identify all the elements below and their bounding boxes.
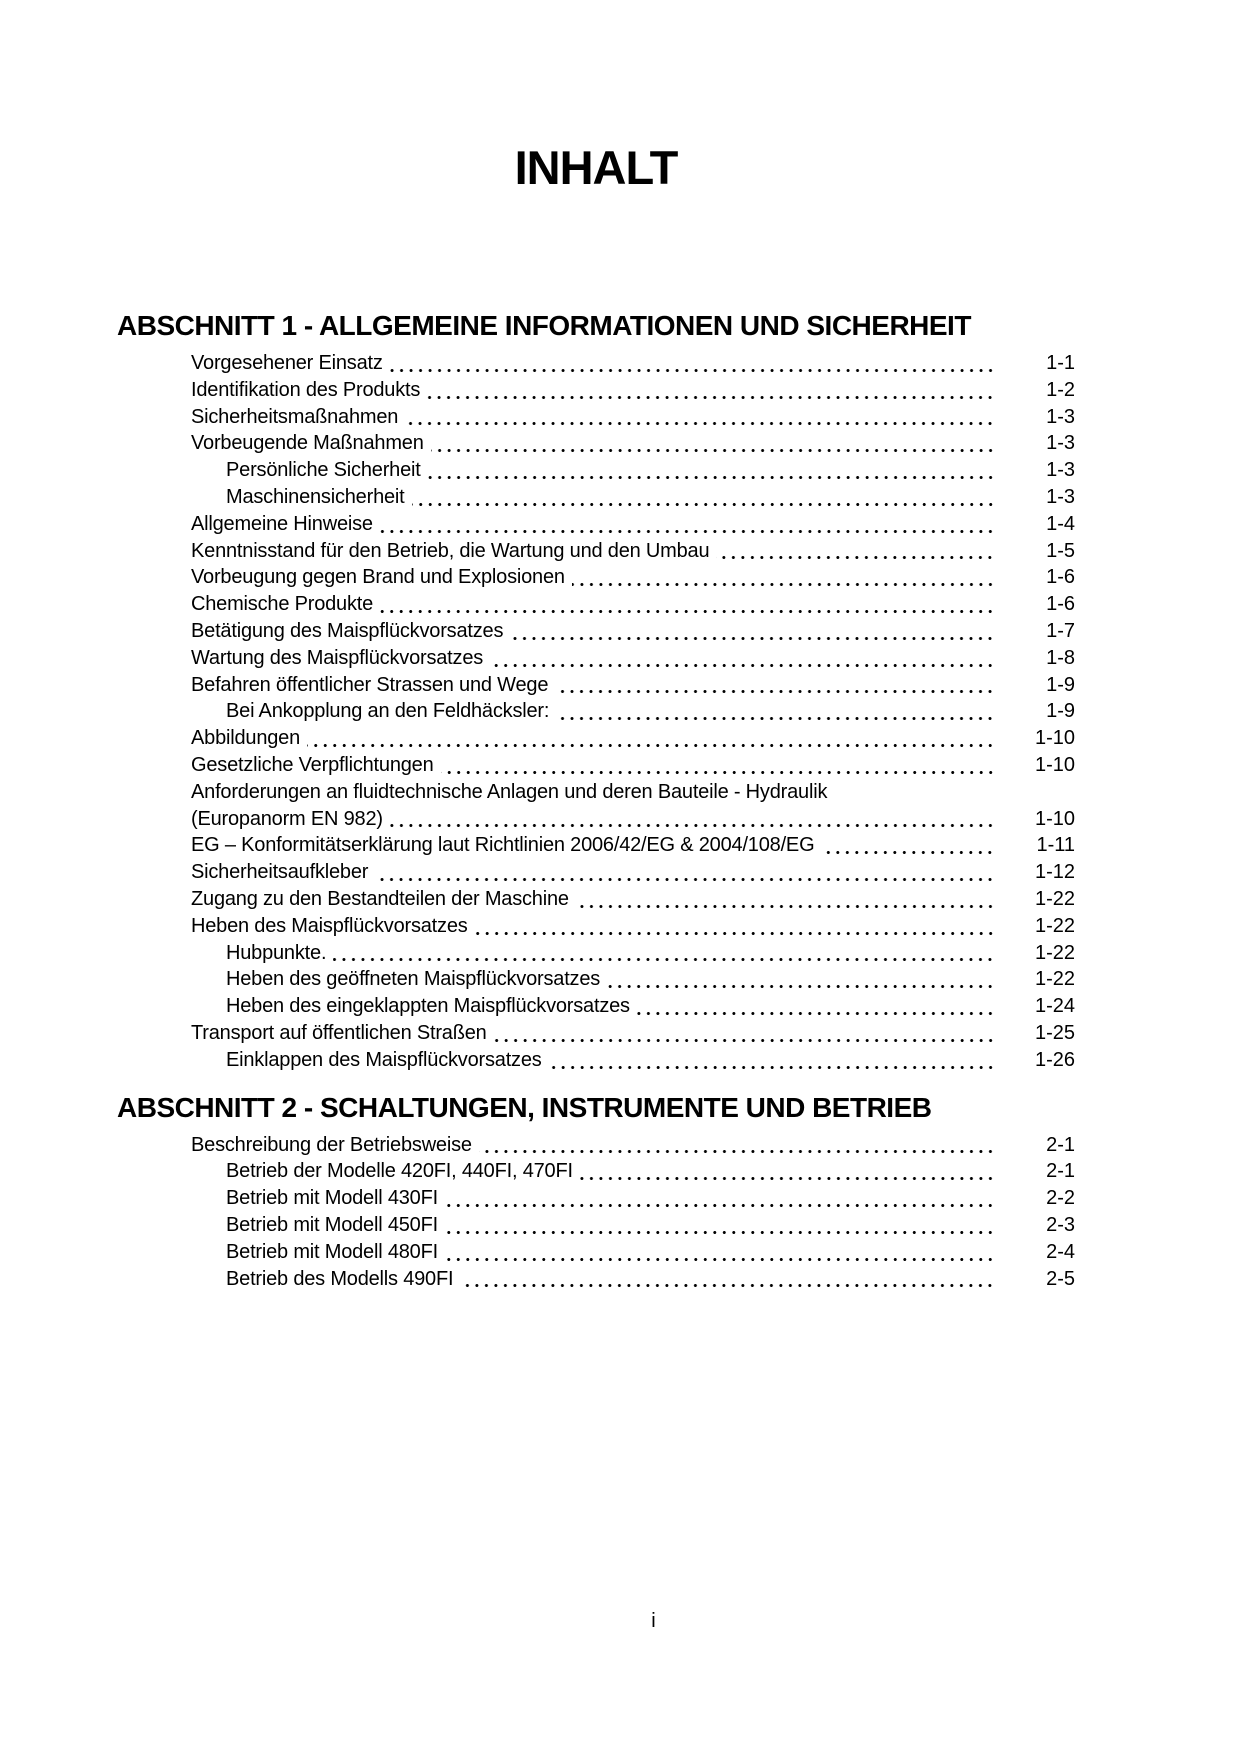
toc-entry [117, 698, 1075, 725]
toc-entry-label: Betrieb der Modelle 420FI, 440FI, 470FI [226, 1160, 573, 1183]
toc-entry-page: 2-2 [1046, 1187, 1075, 1210]
toc-entry [117, 966, 1075, 993]
toc-entry-page: 1-2 [1046, 378, 1075, 401]
dot-leader [490, 664, 995, 667]
toc-entry [117, 564, 1075, 591]
dot-leader [576, 905, 995, 908]
toc-entry [117, 1047, 1075, 1074]
toc-entry-label: Betätigung des Maispflückvorsatzes [191, 619, 504, 642]
toc-entry-label: Maschinensicherheit [226, 485, 405, 508]
toc-entry-page: 1-6 [1046, 566, 1075, 589]
toc-entry [117, 940, 1075, 967]
toc-entry [117, 430, 1075, 457]
toc-entry [117, 672, 1075, 699]
dot-leader [821, 851, 995, 854]
dot-leader [375, 878, 995, 881]
toc-entry [117, 457, 1075, 484]
toc-entry-page: 1-22 [1034, 887, 1075, 910]
dot-leader [427, 396, 995, 399]
toc-entry-page: 1-1 [1046, 352, 1075, 374]
toc-entry-label: Chemische Produkte [191, 593, 374, 616]
toc-entry [117, 913, 1075, 940]
toc-entry-label: Beschreibung der Betriebsweise [191, 1133, 472, 1156]
dot-leader [479, 1150, 995, 1153]
toc-entry [117, 806, 1075, 833]
toc-entry-label: Heben des Maispflückvorsatzes [191, 914, 468, 937]
toc-entry-page: 1-7 [1046, 619, 1075, 642]
dot-leader [572, 583, 995, 586]
dot-leader [441, 771, 995, 774]
toc-entry-page: 1-4 [1046, 512, 1075, 535]
dot-leader [494, 1039, 995, 1042]
toc-entry [117, 1212, 1075, 1239]
toc-entry-page: 1-10 [1034, 727, 1075, 750]
toc-entry-label: Anforderungen an fluidtechnische Anlagen und deren Bauteile - Hydraulik [191, 780, 828, 803]
toc-entry [117, 645, 1075, 672]
toc-entry-page: 1-3 [1046, 459, 1075, 482]
dot-leader [510, 637, 995, 640]
toc-entry [117, 377, 1075, 404]
dot-leader [333, 958, 995, 961]
toc-entry-page: 1-10 [1034, 807, 1075, 830]
dot-leader [390, 824, 995, 827]
toc-entry-label: Gesetzliche Verpflichtungen [191, 753, 434, 776]
toc-entry-page: 1-22 [1034, 914, 1075, 937]
toc-entry-label: Einklappen des Maispflückvorsatzes [226, 1048, 542, 1071]
dot-leader [445, 1231, 995, 1234]
dot-leader [431, 449, 995, 452]
toc-entry-label: Vorbeugung gegen Brand und Explosionen [191, 566, 565, 589]
toc-entry-label: Sicherheitsmaßnahmen [191, 405, 399, 428]
toc-section-1 [117, 308, 1075, 1074]
toc-entry [117, 725, 1075, 752]
toc-entry [117, 1132, 1075, 1159]
toc-entry [117, 1185, 1075, 1212]
toc-entry [117, 538, 1075, 565]
section-heading: ABSCHNITT 2 - SCHALTUNGEN, INSTRUMENTE UND BETRIEB [117, 1091, 932, 1123]
toc-entry-label: Wartung des Maispflückvorsatzes [191, 646, 484, 669]
dot-leader [380, 530, 995, 533]
dot-leader [555, 690, 995, 693]
toc-entry-label: EG – Konformitätserklärung laut Richtlinien 2006/42/EG & 2004/108/EG [191, 834, 815, 857]
toc-entry [117, 1239, 1075, 1266]
dot-leader [380, 610, 995, 613]
toc-entry-page: 2-4 [1046, 1240, 1075, 1263]
toc-entry-label: Allgemeine Hinweise [191, 512, 373, 535]
toc-entry-label: Vorbeugende Maßnahmen [191, 432, 424, 455]
dot-leader [445, 1258, 995, 1261]
toc-entry-wrap-line [117, 779, 1075, 806]
toc-entry-label: Zugang zu den Bestandteilen der Maschine [191, 887, 569, 910]
toc-entry-label: Betrieb des Modells 490FI [226, 1267, 454, 1290]
toc-entry-label: Identifikation des Produkts [191, 378, 421, 401]
toc-entry-label: Sicherheitsaufkleber [191, 861, 369, 884]
dot-leader [580, 1177, 995, 1180]
toc-entry-page: 1-3 [1046, 405, 1075, 428]
toc-entry-label: Persönliche Sicherheit [226, 459, 421, 482]
toc-entry-page: 1-3 [1046, 485, 1075, 508]
dot-leader [637, 1012, 995, 1015]
toc-entry [117, 886, 1075, 913]
toc-entry-label: Bei Ankopplung an den Feldhäcksler: [226, 700, 550, 723]
toc-entry-page: 1-6 [1046, 593, 1075, 616]
toc-entry [117, 350, 1075, 377]
dot-leader [475, 932, 995, 935]
toc-entry [117, 1266, 1075, 1293]
dot-leader [428, 476, 995, 479]
toc-entry-page: 1-11 [1036, 834, 1075, 857]
toc-entry-label: Betrieb mit Modell 480FI [226, 1240, 438, 1263]
toc-entry-label: (Europanorm EN 982) [191, 807, 383, 830]
dot-leader [405, 422, 995, 425]
toc-entry-page: 1-26 [1034, 1048, 1075, 1071]
toc-entry-page: 1-3 [1046, 432, 1075, 455]
toc-entry-label: Betrieb mit Modell 450FI [226, 1213, 438, 1236]
toc-entry-page: 1-9 [1046, 673, 1075, 696]
toc-entry-label: Kenntnisstand für den Betrieb, die Wartung und den Umbau [191, 539, 710, 562]
toc-entry-page: 2-5 [1046, 1267, 1075, 1290]
dot-leader [307, 744, 995, 747]
toc-entry-label: Befahren öffentlicher Strassen und Wege [191, 673, 549, 696]
toc-entry-page: 2-1 [1046, 1133, 1075, 1156]
toc-entry-label: Heben des geöffneten Maispflückvorsatzes [226, 968, 601, 991]
dot-leader [412, 503, 995, 506]
toc-entry-page: 1-24 [1034, 995, 1075, 1018]
dot-leader [549, 1066, 995, 1069]
toc-entry [117, 859, 1075, 886]
toc-entry [117, 511, 1075, 538]
toc-entry-label: Vorgesehener Einsatz [191, 352, 383, 374]
toc-entry-label: Transport auf öffentlichen Straßen [191, 1021, 487, 1044]
dot-leader [607, 985, 995, 988]
toc-entry-page: 1-5 [1046, 539, 1075, 562]
toc-entry-page: 2-3 [1046, 1213, 1075, 1236]
toc-entry-label: Hubpunkte. [226, 941, 327, 964]
toc-entry [117, 591, 1075, 618]
page-number-footer: i [651, 1610, 656, 1632]
toc-entry [117, 752, 1075, 779]
dot-leader [460, 1284, 995, 1287]
toc [117, 308, 1075, 1292]
toc-entry-label: Betrieb mit Modell 430FI [226, 1187, 438, 1210]
toc-entry [117, 1158, 1075, 1185]
toc-entry-page: 1-22 [1034, 941, 1075, 964]
dot-leader [716, 556, 995, 559]
toc-entry-page: 1-10 [1034, 753, 1075, 776]
toc-entry-page: 1-12 [1034, 861, 1075, 884]
dot-leader [556, 717, 995, 720]
toc-entry-label: Abbildungen [191, 727, 301, 750]
dot-leader [390, 369, 995, 372]
toc-entry [117, 484, 1075, 511]
toc-entry-page: 2-1 [1046, 1160, 1075, 1183]
toc-entry-page: 1-22 [1034, 968, 1075, 991]
toc-entry-label: Heben des eingeklappten Maispflückvorsatzes [226, 995, 630, 1018]
toc-entry [117, 618, 1075, 645]
toc-entry-page: 1-9 [1046, 700, 1075, 723]
dot-leader [445, 1204, 995, 1207]
section-heading: ABSCHNITT 1 - ALLGEMEINE INFORMATIONEN UND SICHERHEIT [117, 310, 971, 341]
toc-entry-page: 1-25 [1034, 1021, 1075, 1044]
toc-entry [117, 1020, 1075, 1047]
toc-entry [117, 832, 1075, 859]
toc-entry-page: 1-8 [1046, 646, 1075, 669]
toc-section-2 [117, 1090, 1075, 1293]
toc-entry [117, 404, 1075, 431]
toc-entry [117, 993, 1075, 1020]
page-title: INHALT [514, 141, 678, 194]
